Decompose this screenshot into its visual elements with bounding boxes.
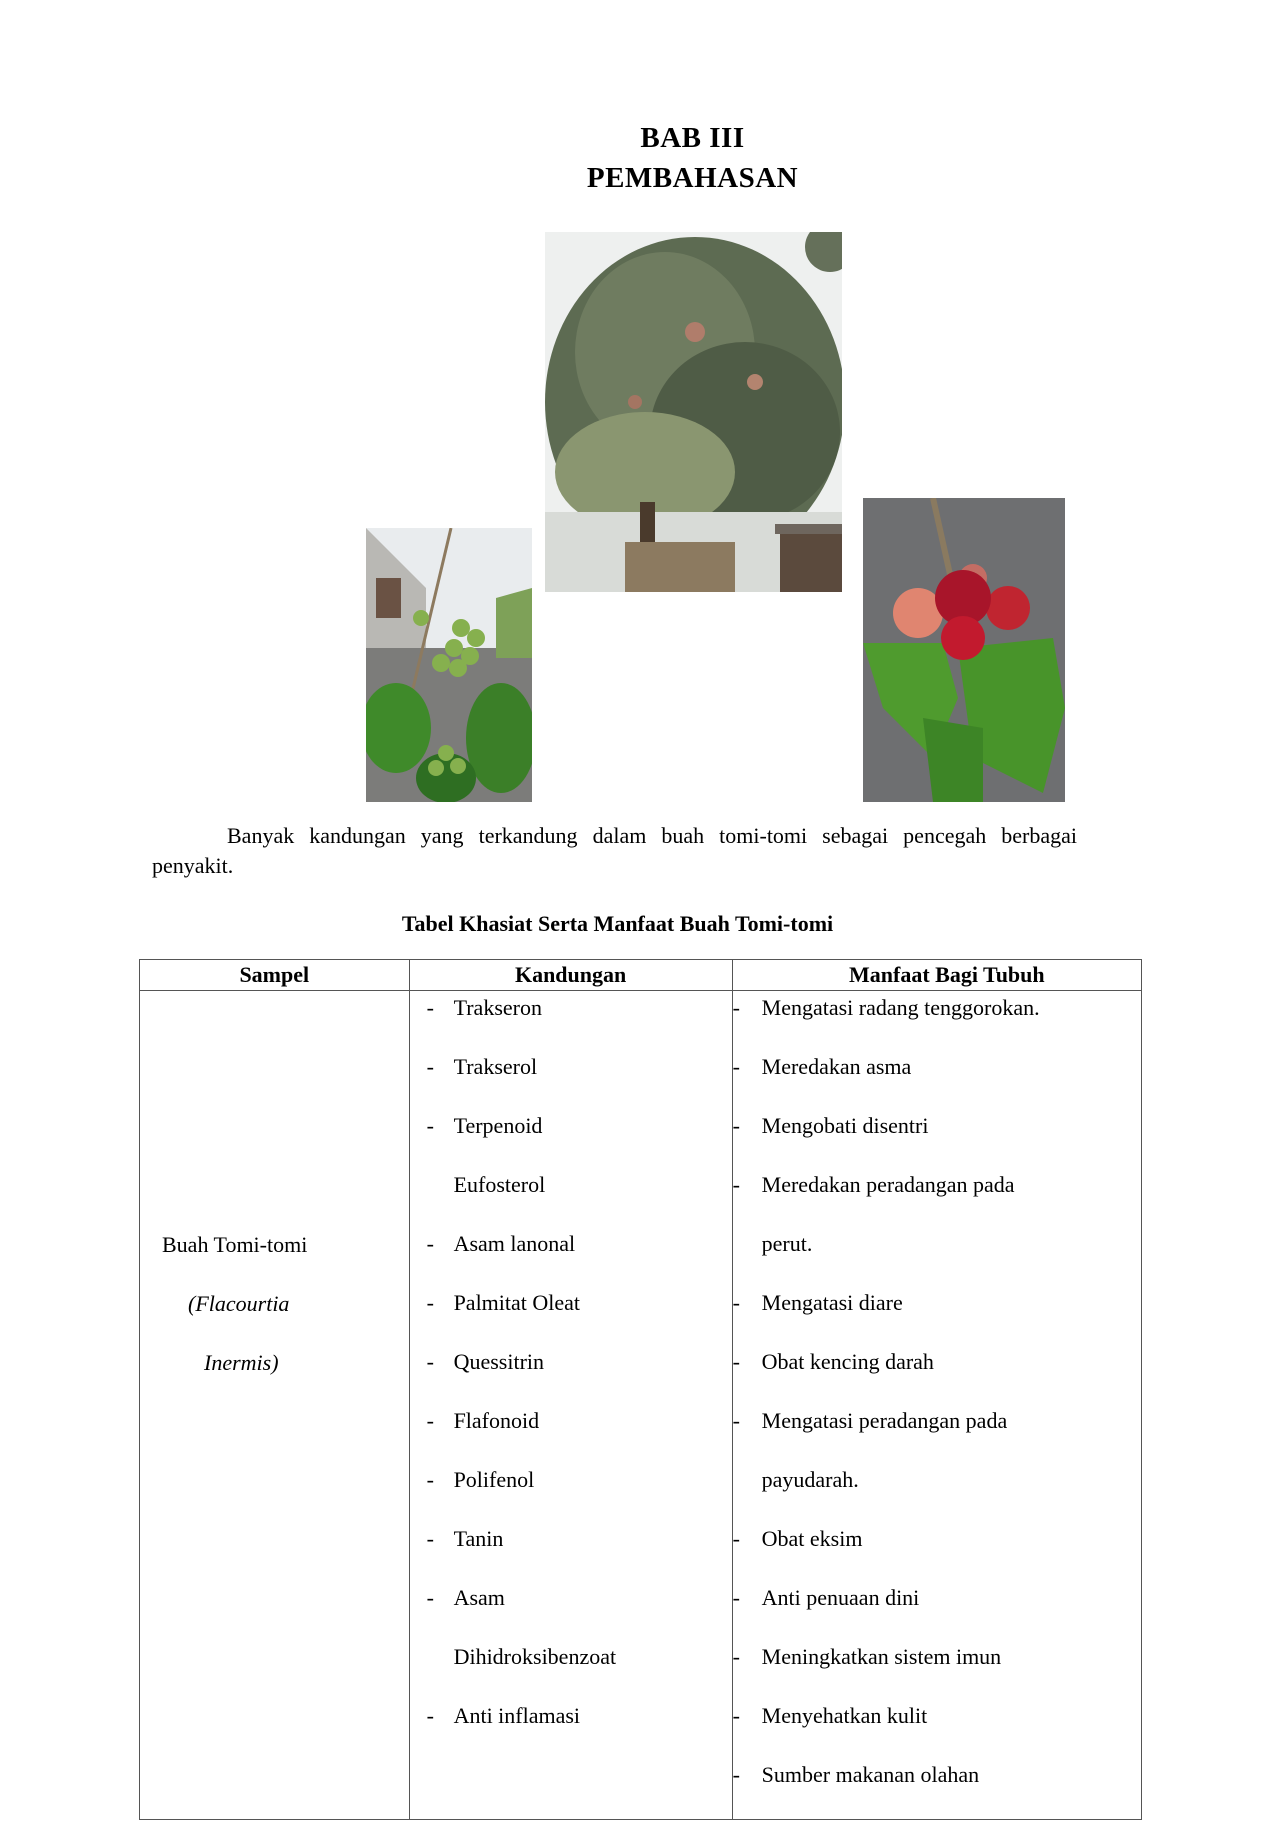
table-caption: Tabel Khasiat Serta Manfaat Buah Tomi-tomi bbox=[401, 911, 834, 936]
sample-latin-2: Inermis) bbox=[204, 1350, 279, 1375]
kandungan-item bbox=[410, 1288, 732, 1347]
bullet-dash: - bbox=[732, 995, 740, 1020]
table-header-row bbox=[140, 960, 1142, 991]
manfaat-item bbox=[733, 1406, 1141, 1465]
manfaat-item bbox=[733, 993, 1141, 1052]
manfaat-item bbox=[733, 1465, 1141, 1524]
kandungan-text: Trakseron bbox=[453, 995, 542, 1020]
bullet-dash: - bbox=[426, 1113, 434, 1138]
bullet-dash: - bbox=[426, 995, 434, 1020]
chapter-number: BAB III bbox=[640, 122, 745, 154]
kandungan-item bbox=[410, 1052, 732, 1111]
paragraph-text: Banyak kandungan yang terkandung dalam buah tomi-tomi sebagai pencegah berbagai penyakit. bbox=[152, 823, 1077, 878]
bullet-dash: - bbox=[426, 1290, 434, 1315]
manfaat-item bbox=[733, 1760, 1141, 1819]
bullet-dash: - bbox=[732, 1644, 740, 1669]
kandungan-text: Palmitat Oleat bbox=[453, 1290, 581, 1315]
kandungan-list bbox=[410, 991, 732, 1760]
bullet-dash: - bbox=[732, 1172, 740, 1197]
green-fruit-photo bbox=[366, 528, 532, 802]
sample-latin-1: (Flacourtia bbox=[188, 1291, 290, 1316]
sample-name: Buah Tomi-tomi bbox=[162, 1232, 308, 1257]
bullet-dash: - bbox=[732, 1585, 740, 1610]
kandungan-item bbox=[410, 993, 732, 1052]
bullet-dash: - bbox=[732, 1349, 740, 1374]
intro-paragraph bbox=[152, 821, 1077, 881]
kandungan-text: Tanin bbox=[453, 1526, 504, 1551]
manfaat-text: Meredakan asma bbox=[761, 1054, 912, 1079]
kandungan-item bbox=[410, 1347, 732, 1406]
manfaat-item bbox=[733, 1524, 1141, 1583]
bullet-dash: - bbox=[732, 1762, 740, 1787]
kandungan-item bbox=[410, 1170, 732, 1229]
bullet-dash: - bbox=[426, 1054, 434, 1079]
header-sampel: Sampel bbox=[140, 960, 410, 991]
kandungan-text: Anti inflamasi bbox=[453, 1703, 581, 1728]
kandungan-text: Asam lanonal bbox=[453, 1231, 576, 1256]
kandungan-text: Quessitrin bbox=[453, 1349, 545, 1374]
tree-photo bbox=[545, 232, 842, 592]
bullet-dash: - bbox=[732, 1703, 740, 1728]
kandungan-text: Eufosterol bbox=[453, 1172, 546, 1197]
manfaat-item bbox=[733, 1701, 1141, 1760]
manfaat-item bbox=[733, 1170, 1141, 1229]
header-kandungan: Kandungan bbox=[409, 960, 732, 991]
manfaat-text: Meningkatkan sistem imun bbox=[761, 1644, 1002, 1669]
manfaat-item bbox=[733, 1052, 1141, 1111]
manfaat-text: Sumber makanan olahan bbox=[761, 1762, 980, 1787]
manfaat-item bbox=[733, 1288, 1141, 1347]
manfaat-list bbox=[733, 991, 1141, 1819]
bullet-dash: - bbox=[426, 1231, 434, 1256]
bullet-dash: - bbox=[426, 1408, 434, 1433]
manfaat-text: Meredakan peradangan pada bbox=[761, 1172, 1015, 1197]
bullet-dash: - bbox=[732, 1054, 740, 1079]
bullet-dash: - bbox=[426, 1349, 434, 1374]
bullet-dash: - bbox=[426, 1467, 434, 1492]
kandungan-text: Terpenoid bbox=[453, 1113, 543, 1138]
manfaat-item bbox=[733, 1347, 1141, 1406]
kandungan-text: Polifenol bbox=[453, 1467, 535, 1492]
kandungan-cell bbox=[409, 991, 732, 1820]
kandungan-text: Flafonoid bbox=[453, 1408, 540, 1433]
bullet-dash: - bbox=[426, 1526, 434, 1551]
kandungan-text: Trakserol bbox=[453, 1054, 538, 1079]
manfaat-text: Mengatasi peradangan pada bbox=[761, 1408, 1008, 1433]
manfaat-cell bbox=[732, 991, 1141, 1820]
red-fruit-image bbox=[863, 498, 1065, 802]
bullet-dash: - bbox=[732, 1526, 740, 1551]
manfaat-text: Anti penuaan dini bbox=[761, 1585, 920, 1610]
manfaat-text: Mengatasi radang tenggorokan. bbox=[761, 995, 1040, 1020]
manfaat-item bbox=[733, 1229, 1141, 1288]
header-manfaat: Manfaat Bagi Tubuh bbox=[732, 960, 1141, 991]
bullet-dash: - bbox=[732, 1113, 740, 1138]
manfaat-text: Obat kencing darah bbox=[761, 1349, 934, 1374]
kandungan-item bbox=[410, 1465, 732, 1524]
kandungan-item bbox=[410, 1111, 732, 1170]
kandungan-text: Dihidroksibenzoat bbox=[453, 1644, 617, 1669]
manfaat-text: perut. bbox=[761, 1231, 813, 1256]
kandungan-item bbox=[410, 1524, 732, 1583]
manfaat-item bbox=[733, 1583, 1141, 1642]
bullet-dash: - bbox=[732, 1290, 740, 1315]
sample-cell bbox=[140, 991, 410, 1820]
manfaat-text: Obat eksim bbox=[761, 1526, 863, 1551]
manfaat-text: payudarah. bbox=[761, 1467, 859, 1492]
kandungan-item bbox=[410, 1642, 732, 1701]
green-fruit-image bbox=[366, 528, 532, 802]
chapter-title: PEMBAHASAN bbox=[586, 162, 799, 194]
tree-image bbox=[545, 232, 842, 592]
benefits-table bbox=[139, 959, 1142, 1820]
kandungan-item bbox=[410, 1229, 732, 1288]
manfaat-item bbox=[733, 1642, 1141, 1701]
kandungan-item bbox=[410, 1406, 732, 1465]
kandungan-item bbox=[410, 1701, 732, 1760]
bullet-dash: - bbox=[426, 1703, 434, 1728]
bullet-dash: - bbox=[426, 1585, 434, 1610]
table-row bbox=[140, 991, 1142, 1820]
kandungan-text: Asam bbox=[453, 1585, 505, 1610]
bullet-dash: - bbox=[732, 1408, 740, 1433]
manfaat-text: Mengobati disentri bbox=[761, 1113, 929, 1138]
manfaat-item bbox=[733, 1111, 1141, 1170]
manfaat-text: Mengatasi diare bbox=[761, 1290, 903, 1315]
manfaat-text: Menyehatkan kulit bbox=[761, 1703, 928, 1728]
kandungan-item bbox=[410, 1583, 732, 1642]
red-fruit-photo bbox=[863, 498, 1065, 802]
